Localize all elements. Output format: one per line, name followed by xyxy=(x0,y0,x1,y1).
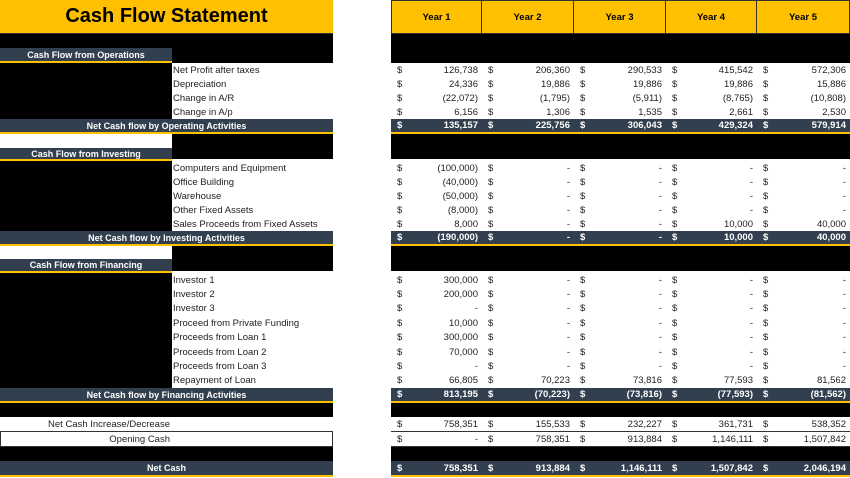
year-header-2: Year 2 xyxy=(482,0,574,34)
currency-symbol: $ xyxy=(672,106,678,118)
row-label: Change in A/R xyxy=(173,92,235,104)
total-operations-label: Net Cash flow by Operating Activities xyxy=(86,120,247,131)
row-label: Office Building xyxy=(173,176,235,188)
currency-symbol: $ xyxy=(488,274,494,286)
operations-row-2-value-year-1: 24,336 xyxy=(448,78,478,90)
currency-symbol: $ xyxy=(488,433,494,445)
currency-symbol: $ xyxy=(580,374,586,386)
investing-row-2-value-year-5: - xyxy=(842,176,846,188)
currency-symbol: $ xyxy=(488,418,494,430)
currency-symbol: $ xyxy=(580,232,586,243)
black-filler xyxy=(0,63,172,119)
currency-symbol: $ xyxy=(580,120,586,131)
currency-symbol: $ xyxy=(580,317,586,329)
row-label: Warehouse xyxy=(173,190,222,202)
row-label: Computers and Equipment xyxy=(173,162,287,174)
black-filler xyxy=(0,161,172,231)
investing-row-3-value-year-3: - xyxy=(658,190,662,202)
currency-symbol: $ xyxy=(488,360,494,372)
opening-cash-value-year-2: 758,351 xyxy=(535,433,570,445)
currency-symbol: $ xyxy=(763,302,769,314)
financing-row-6-value-year-2: - xyxy=(566,346,570,358)
operations-row-1-value-year-2: 206,360 xyxy=(535,64,570,76)
currency-symbol: $ xyxy=(580,331,586,343)
currency-symbol: $ xyxy=(672,274,678,286)
investing-row-4-value-year-4: - xyxy=(749,204,753,216)
total-operations-value-year-1: 135,157 xyxy=(443,120,478,131)
currency-symbol: $ xyxy=(672,176,678,188)
currency-symbol: $ xyxy=(580,64,586,76)
currency-symbol: $ xyxy=(763,106,769,118)
investing-row-3-value-year-1: (50,000) xyxy=(442,190,478,202)
total-investing-value-year-5: 40,000 xyxy=(816,232,846,243)
currency-symbol: $ xyxy=(397,462,403,474)
black-filler xyxy=(391,34,850,63)
currency-symbol: $ xyxy=(397,78,403,90)
total-financing-value-year-1: 813,195 xyxy=(443,389,478,400)
financing-row-2-value-year-4: - xyxy=(749,288,753,300)
currency-symbol: $ xyxy=(672,346,678,358)
financing-row-5-value-year-5: - xyxy=(842,331,846,343)
currency-symbol: $ xyxy=(397,360,403,372)
investing-row-5-value-year-2: - xyxy=(566,218,570,230)
currency-symbol: $ xyxy=(763,274,769,286)
currency-symbol: $ xyxy=(488,374,494,386)
operations-row-1-value-year-1: 126,738 xyxy=(443,64,478,76)
financing-row-4-value-year-2: - xyxy=(566,317,570,329)
currency-symbol: $ xyxy=(488,232,494,243)
total-operations-value-year-2: 225,756 xyxy=(535,120,570,131)
row-label: Proceeds from Loan 2 xyxy=(173,346,267,358)
currency-symbol: $ xyxy=(580,176,586,188)
total-financing-value-year-2: (70,223) xyxy=(534,389,570,400)
row-label: Change in A/p xyxy=(173,106,233,118)
investing-row-1-value-year-5: - xyxy=(842,162,846,174)
currency-symbol: $ xyxy=(488,218,494,230)
financing-row-4-value-year-5: - xyxy=(842,317,846,329)
operations-row-3-value-year-4: (8,765) xyxy=(722,92,753,104)
currency-symbol: $ xyxy=(672,418,678,430)
investing-row-3-value-year-4: - xyxy=(749,190,753,202)
currency-symbol: $ xyxy=(763,162,769,174)
investing-row-4-value-year-3: - xyxy=(658,204,662,216)
currency-symbol: $ xyxy=(397,317,403,329)
operations-row-3-value-year-5: (10,808) xyxy=(810,92,846,104)
currency-symbol: $ xyxy=(763,418,769,430)
currency-symbol: $ xyxy=(397,389,403,400)
year-header-4: Year 4 xyxy=(666,0,757,34)
net-change-label: Net Cash Increase/Decrease xyxy=(48,418,170,430)
financing-row-8-value-year-1: 66,805 xyxy=(448,374,478,386)
currency-symbol: $ xyxy=(397,433,403,445)
financing-row-6-value-year-1: 70,000 xyxy=(448,346,478,358)
total-investing-value-year-4: 10,000 xyxy=(723,232,753,243)
currency-symbol: $ xyxy=(397,218,403,230)
black-filler xyxy=(391,246,850,271)
currency-symbol: $ xyxy=(397,176,403,188)
black-filler xyxy=(0,273,172,388)
currency-symbol: $ xyxy=(397,418,403,430)
black-filler xyxy=(391,403,850,417)
currency-symbol: $ xyxy=(763,433,769,445)
financing-row-5-value-year-2: - xyxy=(566,331,570,343)
currency-symbol: $ xyxy=(763,462,769,474)
currency-symbol: $ xyxy=(580,389,586,400)
investing-row-2-value-year-2: - xyxy=(566,176,570,188)
currency-symbol: $ xyxy=(580,162,586,174)
financing-row-6-value-year-3: - xyxy=(658,346,662,358)
currency-symbol: $ xyxy=(672,288,678,300)
net-cash-value-year-1: 758,351 xyxy=(443,462,478,474)
investing-row-5-value-year-3: - xyxy=(658,218,662,230)
financing-row-4-value-year-3: - xyxy=(658,317,662,329)
section-header-investing: Cash Flow from Investing xyxy=(0,148,172,161)
black-filler xyxy=(172,246,333,271)
row-label: Other Fixed Assets xyxy=(173,204,254,216)
opening-cash-label: Opening Cash xyxy=(109,433,170,445)
currency-symbol: $ xyxy=(672,78,678,90)
currency-symbol: $ xyxy=(488,346,494,358)
financing-row-8-value-year-3: 73,816 xyxy=(632,374,662,386)
currency-symbol: $ xyxy=(580,288,586,300)
currency-symbol: $ xyxy=(580,106,586,118)
currency-symbol: $ xyxy=(488,204,494,216)
currency-symbol: $ xyxy=(672,92,678,104)
financing-row-3-value-year-3: - xyxy=(658,302,662,314)
currency-symbol: $ xyxy=(672,360,678,372)
currency-symbol: $ xyxy=(397,120,403,131)
financing-row-1-value-year-2: - xyxy=(566,274,570,286)
total-financing-value-year-3: (73,816) xyxy=(626,389,662,400)
currency-symbol: $ xyxy=(580,433,586,445)
currency-symbol: $ xyxy=(488,302,494,314)
net-change-value-year-3: 232,227 xyxy=(627,418,662,430)
investing-row-5-value-year-1: 8,000 xyxy=(454,218,478,230)
currency-symbol: $ xyxy=(397,92,403,104)
investing-row-2-value-year-4: - xyxy=(749,176,753,188)
currency-symbol: $ xyxy=(580,204,586,216)
investing-row-2-value-year-1: (40,000) xyxy=(442,176,478,188)
currency-symbol: $ xyxy=(672,190,678,202)
currency-symbol: $ xyxy=(397,374,403,386)
black-filler xyxy=(172,48,333,63)
financing-row-8-value-year-5: 81,562 xyxy=(816,374,846,386)
opening-cash-value-year-5: 1,507,842 xyxy=(803,433,846,445)
currency-symbol: $ xyxy=(397,232,403,243)
financing-row-1-value-year-5: - xyxy=(842,274,846,286)
currency-symbol: $ xyxy=(763,78,769,90)
operations-row-1-value-year-5: 572,306 xyxy=(811,64,846,76)
operations-row-1-value-year-3: 290,533 xyxy=(627,64,662,76)
operations-row-2-value-year-2: 19,886 xyxy=(540,78,570,90)
row-label: Depreciation xyxy=(173,78,227,90)
operations-row-1-value-year-4: 415,542 xyxy=(718,64,753,76)
currency-symbol: $ xyxy=(763,374,769,386)
net-cash-value-year-5: 2,046,194 xyxy=(803,462,846,474)
currency-symbol: $ xyxy=(580,218,586,230)
financing-row-2-value-year-3: - xyxy=(658,288,662,300)
financing-row-8-value-year-4: 77,593 xyxy=(723,374,753,386)
investing-row-4-value-year-1: (8,000) xyxy=(447,204,478,216)
currency-symbol: $ xyxy=(672,218,678,230)
net-change-value-year-2: 155,533 xyxy=(535,418,570,430)
total-operations-value-year-4: 429,324 xyxy=(718,120,753,131)
operations-row-3-value-year-1: (22,072) xyxy=(442,92,478,104)
financing-row-1-value-year-3: - xyxy=(658,274,662,286)
investing-row-5-value-year-5: 40,000 xyxy=(816,218,846,230)
currency-symbol: $ xyxy=(397,204,403,216)
currency-symbol: $ xyxy=(580,302,586,314)
operations-row-3-value-year-3: (5,911) xyxy=(632,92,662,104)
currency-symbol: $ xyxy=(672,433,678,445)
financing-row-5-value-year-3: - xyxy=(658,331,662,343)
currency-symbol: $ xyxy=(397,162,403,174)
opening-cash-value-year-4: 1,146,111 xyxy=(712,433,753,445)
currency-symbol: $ xyxy=(763,360,769,372)
opening-cash-value-year-1: - xyxy=(474,433,478,445)
year-header-3: Year 3 xyxy=(574,0,666,34)
row-label: Sales Proceeds from Fixed Assets xyxy=(173,218,318,230)
investing-row-3-value-year-2: - xyxy=(566,190,570,202)
currency-symbol: $ xyxy=(672,317,678,329)
operations-row-4-value-year-1: 6,156 xyxy=(454,106,478,118)
operations-row-4-value-year-5: 2,530 xyxy=(822,106,846,118)
investing-row-2-value-year-3: - xyxy=(658,176,662,188)
operations-row-2-value-year-4: 19,886 xyxy=(723,78,753,90)
currency-symbol: $ xyxy=(763,204,769,216)
currency-symbol: $ xyxy=(763,331,769,343)
currency-symbol: $ xyxy=(488,462,494,474)
financing-row-2-value-year-5: - xyxy=(842,288,846,300)
net-change-value-year-5: 538,352 xyxy=(811,418,846,430)
investing-row-1-value-year-2: - xyxy=(566,162,570,174)
operations-row-2-value-year-5: 15,886 xyxy=(816,78,846,90)
financing-row-8-value-year-2: 70,223 xyxy=(540,374,570,386)
currency-symbol: $ xyxy=(763,288,769,300)
row-label: Investor 1 xyxy=(173,274,215,286)
currency-symbol: $ xyxy=(763,218,769,230)
year-header-5: Year 5 xyxy=(757,0,850,34)
financing-row-2-value-year-1: 200,000 xyxy=(443,288,478,300)
currency-symbol: $ xyxy=(763,190,769,202)
operations-row-2-value-year-3: 19,886 xyxy=(632,78,662,90)
investing-row-5-value-year-4: 10,000 xyxy=(723,218,753,230)
black-filler xyxy=(172,134,333,159)
total-investing-value-year-1: (190,000) xyxy=(437,232,478,243)
currency-symbol: $ xyxy=(580,360,586,372)
currency-symbol: $ xyxy=(488,190,494,202)
total-investing-value-year-3: - xyxy=(658,232,662,243)
total-operations-value-year-3: 306,043 xyxy=(627,120,662,131)
year-header-1: Year 1 xyxy=(391,0,482,34)
currency-symbol: $ xyxy=(397,274,403,286)
currency-symbol: $ xyxy=(763,389,769,400)
financing-row-3-value-year-4: - xyxy=(749,302,753,314)
currency-symbol: $ xyxy=(488,106,494,118)
operations-row-4-value-year-4: 2,661 xyxy=(729,106,753,118)
currency-symbol: $ xyxy=(580,346,586,358)
section-header-financing: Cash Flow from Financing xyxy=(0,259,172,273)
black-filler xyxy=(391,447,850,461)
currency-symbol: $ xyxy=(763,232,769,243)
total-financing-value-year-5: (81,562) xyxy=(810,389,846,400)
currency-symbol: $ xyxy=(488,389,494,400)
currency-symbol: $ xyxy=(580,78,586,90)
operations-row-3-value-year-2: (1,795) xyxy=(539,92,570,104)
currency-symbol: $ xyxy=(488,317,494,329)
currency-symbol: $ xyxy=(397,331,403,343)
financing-row-6-value-year-4: - xyxy=(749,346,753,358)
currency-symbol: $ xyxy=(488,92,494,104)
row-label: Investor 2 xyxy=(173,288,215,300)
black-filler xyxy=(0,403,333,417)
currency-symbol: $ xyxy=(488,162,494,174)
row-label: Net Profit after taxes xyxy=(173,64,260,76)
currency-symbol: $ xyxy=(488,331,494,343)
financing-row-7-value-year-1: - xyxy=(474,360,478,372)
currency-symbol: $ xyxy=(763,176,769,188)
currency-symbol: $ xyxy=(672,120,678,131)
page-title: Cash Flow Statement xyxy=(0,0,333,34)
currency-symbol: $ xyxy=(763,317,769,329)
financing-row-6-value-year-5: - xyxy=(842,346,846,358)
currency-symbol: $ xyxy=(397,106,403,118)
financing-row-5-value-year-4: - xyxy=(749,331,753,343)
currency-symbol: $ xyxy=(397,190,403,202)
investing-row-1-value-year-4: - xyxy=(749,162,753,174)
currency-symbol: $ xyxy=(580,418,586,430)
currency-symbol: $ xyxy=(397,346,403,358)
currency-symbol: $ xyxy=(672,302,678,314)
financing-row-3-value-year-2: - xyxy=(566,302,570,314)
row-label: Repayment of Loan xyxy=(173,374,256,386)
currency-symbol: $ xyxy=(397,302,403,314)
investing-row-1-value-year-1: (100,000) xyxy=(437,162,478,174)
currency-symbol: $ xyxy=(763,92,769,104)
financing-row-3-value-year-1: - xyxy=(474,302,478,314)
row-label: Investor 3 xyxy=(173,302,215,314)
currency-symbol: $ xyxy=(672,162,678,174)
investing-row-4-value-year-5: - xyxy=(842,204,846,216)
currency-symbol: $ xyxy=(580,274,586,286)
financing-row-7-value-year-3: - xyxy=(658,360,662,372)
financing-row-1-value-year-4: - xyxy=(749,274,753,286)
financing-row-5-value-year-1: 300,000 xyxy=(443,331,478,343)
currency-symbol: $ xyxy=(397,64,403,76)
section-header-operations: Cash Flow from Operations xyxy=(0,48,172,63)
net-change-value-year-4: 361,731 xyxy=(718,418,753,430)
currency-symbol: $ xyxy=(672,462,678,474)
financing-row-4-value-year-4: - xyxy=(749,317,753,329)
total-financing-label: Net Cash flow by Financing Activities xyxy=(86,389,247,400)
currency-symbol: $ xyxy=(488,120,494,131)
currency-symbol: $ xyxy=(580,462,586,474)
opening-cash-value-year-3: 913,884 xyxy=(627,433,662,445)
operations-row-4-value-year-2: 1,306 xyxy=(546,106,570,118)
currency-symbol: $ xyxy=(488,64,494,76)
investing-row-4-value-year-2: - xyxy=(566,204,570,216)
currency-symbol: $ xyxy=(397,288,403,300)
black-filler xyxy=(0,34,333,48)
row-label: Proceeds from Loan 3 xyxy=(173,360,267,372)
row-label: Proceed from Private Funding xyxy=(173,317,300,329)
financing-row-7-value-year-4: - xyxy=(749,360,753,372)
net-cash-label: Net Cash xyxy=(146,463,186,473)
black-filler xyxy=(391,134,850,159)
currency-symbol: $ xyxy=(672,389,678,400)
net-cash-value-year-3: 1,146,111 xyxy=(620,462,662,474)
financing-row-2-value-year-2: - xyxy=(566,288,570,300)
black-filler xyxy=(0,447,333,461)
operations-row-4-value-year-3: 1,535 xyxy=(638,106,662,118)
total-financing-value-year-4: (77,593) xyxy=(717,389,753,400)
currency-symbol: $ xyxy=(488,288,494,300)
total-investing-label: Net Cash flow by Investing Activities xyxy=(88,232,245,243)
currency-symbol: $ xyxy=(763,64,769,76)
currency-symbol: $ xyxy=(672,331,678,343)
currency-symbol: $ xyxy=(763,120,769,131)
financing-row-7-value-year-2: - xyxy=(566,360,570,372)
investing-row-3-value-year-5: - xyxy=(842,190,846,202)
currency-symbol: $ xyxy=(672,232,678,243)
net-cash-value-year-2: 913,884 xyxy=(535,462,570,474)
net-change-value-year-1: 758,351 xyxy=(443,418,478,430)
currency-symbol: $ xyxy=(763,346,769,358)
total-investing-value-year-2: - xyxy=(566,232,570,243)
financing-row-7-value-year-5: - xyxy=(842,360,846,372)
total-operations-value-year-5: 579,914 xyxy=(811,120,846,131)
currency-symbol: $ xyxy=(488,176,494,188)
investing-row-1-value-year-3: - xyxy=(658,162,662,174)
financing-row-3-value-year-5: - xyxy=(842,302,846,314)
currency-symbol: $ xyxy=(672,204,678,216)
row-label: Proceeds from Loan 1 xyxy=(173,331,267,343)
currency-symbol: $ xyxy=(580,190,586,202)
net-cash-value-year-4: 1,507,842 xyxy=(710,462,753,474)
currency-symbol: $ xyxy=(672,64,678,76)
financing-row-4-value-year-1: 10,000 xyxy=(448,317,478,329)
financing-row-1-value-year-1: 300,000 xyxy=(443,274,478,286)
currency-symbol: $ xyxy=(672,374,678,386)
currency-symbol: $ xyxy=(488,78,494,90)
currency-symbol: $ xyxy=(580,92,586,104)
